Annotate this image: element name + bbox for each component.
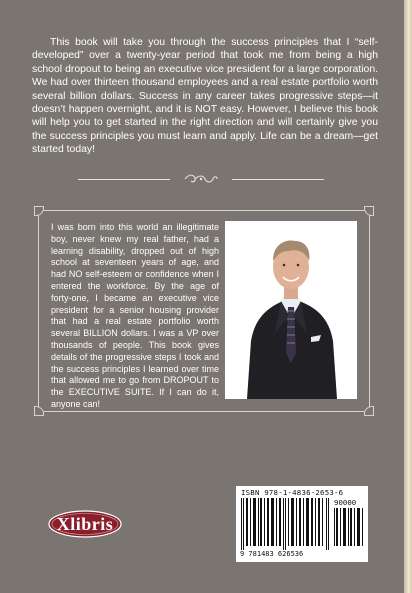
price-barcode [334,508,364,546]
author-bio-text: I was born into this world an illegitimate boy, never knew my real father, had a learning disability, dropped out of high school at seventeen years of age, and had NO self-esteem or confidence when I entered the workforce. By the age of forty-one, I became an executive vice president for a senior housing provider that had a real estate portfolio worth several BILLION dollars. I was a VP over thousands of people. This book gives details of the progressive steps I took and the success principles I learned over time that allowed me to go from DROPOUT to the EXECUTIVE SUITE. If I can do it, anyone can! [51,222,219,409]
divider-line-right [232,179,324,180]
frame-corner [34,406,44,416]
book-blurb: This book will take you through the success principles that I “self-developed” over a twenty-year period that took me from being a high school dropout to being an executive vice president for a large corporation. We had over thirteen thousand employees and a real estate portfolio worth several billion dollars. Success in any career takes progressive steps—it doesn’t happen overnight, and it is NOT easy. However, I believe this book will help you to get started in the right direction and will certainly give you the success principles you must learn and apply. Life can be a dream—get started today! [32,37,378,156]
publisher-logo [48,510,122,538]
ornamental-divider [78,173,324,185]
scroll-ornament-icon [183,173,219,185]
isbn-barcode [236,486,368,562]
frame-corner [364,206,374,216]
isbn-text: ISBN 978-1-4836-2653-6 [241,488,344,497]
divider-line-left [78,179,170,180]
publisher-logo-text: Xlibris [56,514,114,534]
barcode-number: 9 781483 626536 [240,550,304,558]
author-bio-panel [38,210,370,412]
author-portrait-illustration [225,221,357,399]
price-code: 90000 [334,498,357,507]
ean-barcode [241,498,331,550]
frame-corner [34,206,44,216]
page-edge [404,0,412,593]
author-photo [225,221,357,399]
frame-corner [364,406,374,416]
